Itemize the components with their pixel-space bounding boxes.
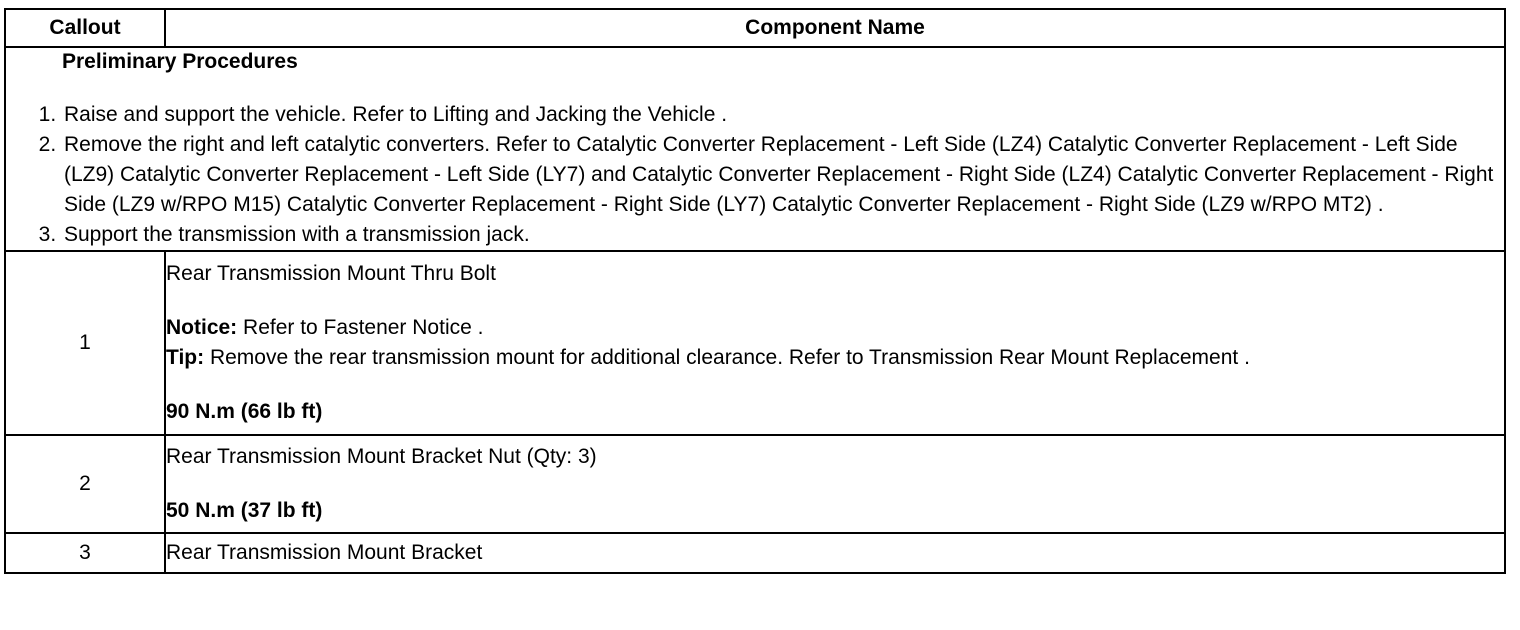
table-row <box>5 251 1505 435</box>
tip-line <box>166 343 1504 373</box>
component-name: Rear Transmission Mount Bracket <box>166 541 483 564</box>
component-cell <box>165 435 1505 533</box>
callout-header: Callout <box>5 9 165 47</box>
preliminary-steps <box>6 100 1504 250</box>
component-cell <box>165 533 1505 573</box>
tip-text: Remove the rear transmission mount for additional clearance. Refer to Transmission Rear Mount Replacement . <box>204 346 1250 369</box>
tip-label: Tip: <box>166 346 205 369</box>
preliminary-step: 2. Remove the right and left catalytic converters. Refer to Catalytic Converter Replacement - Left Side (LZ4) Catalytic Converter Replacement - Left Side (LZ9) Catalytic Converter Replacement - Left Side (LY7) and Catalytic Converter Replacement - Right Side (LZ4) Catalytic Converter Replacement - Right Side (LZ9 w/RPO M15) Catalytic Converter Replacement - Right Side (LY7) Catalytic Converter Replacement - Right Side (LZ9 w/RPO MT2) . <box>62 130 1504 220</box>
notice-text: Refer to Fastener Notice . <box>237 316 484 339</box>
torque-spec: 90 N.m (66 lb ft) <box>166 400 323 423</box>
table-row <box>5 435 1505 533</box>
component-cell <box>165 251 1505 435</box>
callout-number: 1 <box>5 251 165 435</box>
notice-label: Notice: <box>166 316 238 339</box>
preliminary-row <box>5 47 1505 251</box>
preliminary-step: 3. Support the transmission with a transmission jack. <box>62 220 1504 250</box>
header-row <box>5 9 1505 47</box>
torque-spec: 50 N.m (37 lb ft) <box>166 499 323 522</box>
procedure-table <box>4 8 1506 574</box>
preliminary-title: Preliminary Procedures <box>62 50 298 73</box>
component-name-header: Component Name <box>165 9 1505 47</box>
notice-line <box>166 313 1504 343</box>
preliminary-step: 1. Raise and support the vehicle. Refer to Lifting and Jacking the Vehicle . <box>62 100 1504 130</box>
callout-number: 3 <box>5 533 165 573</box>
callout-number: 2 <box>5 435 165 533</box>
table-row <box>5 533 1505 573</box>
preliminary-cell <box>5 47 1505 251</box>
component-name: Rear Transmission Mount Thru Bolt <box>166 262 496 285</box>
component-name: Rear Transmission Mount Bracket Nut (Qty: 3) <box>166 445 597 468</box>
